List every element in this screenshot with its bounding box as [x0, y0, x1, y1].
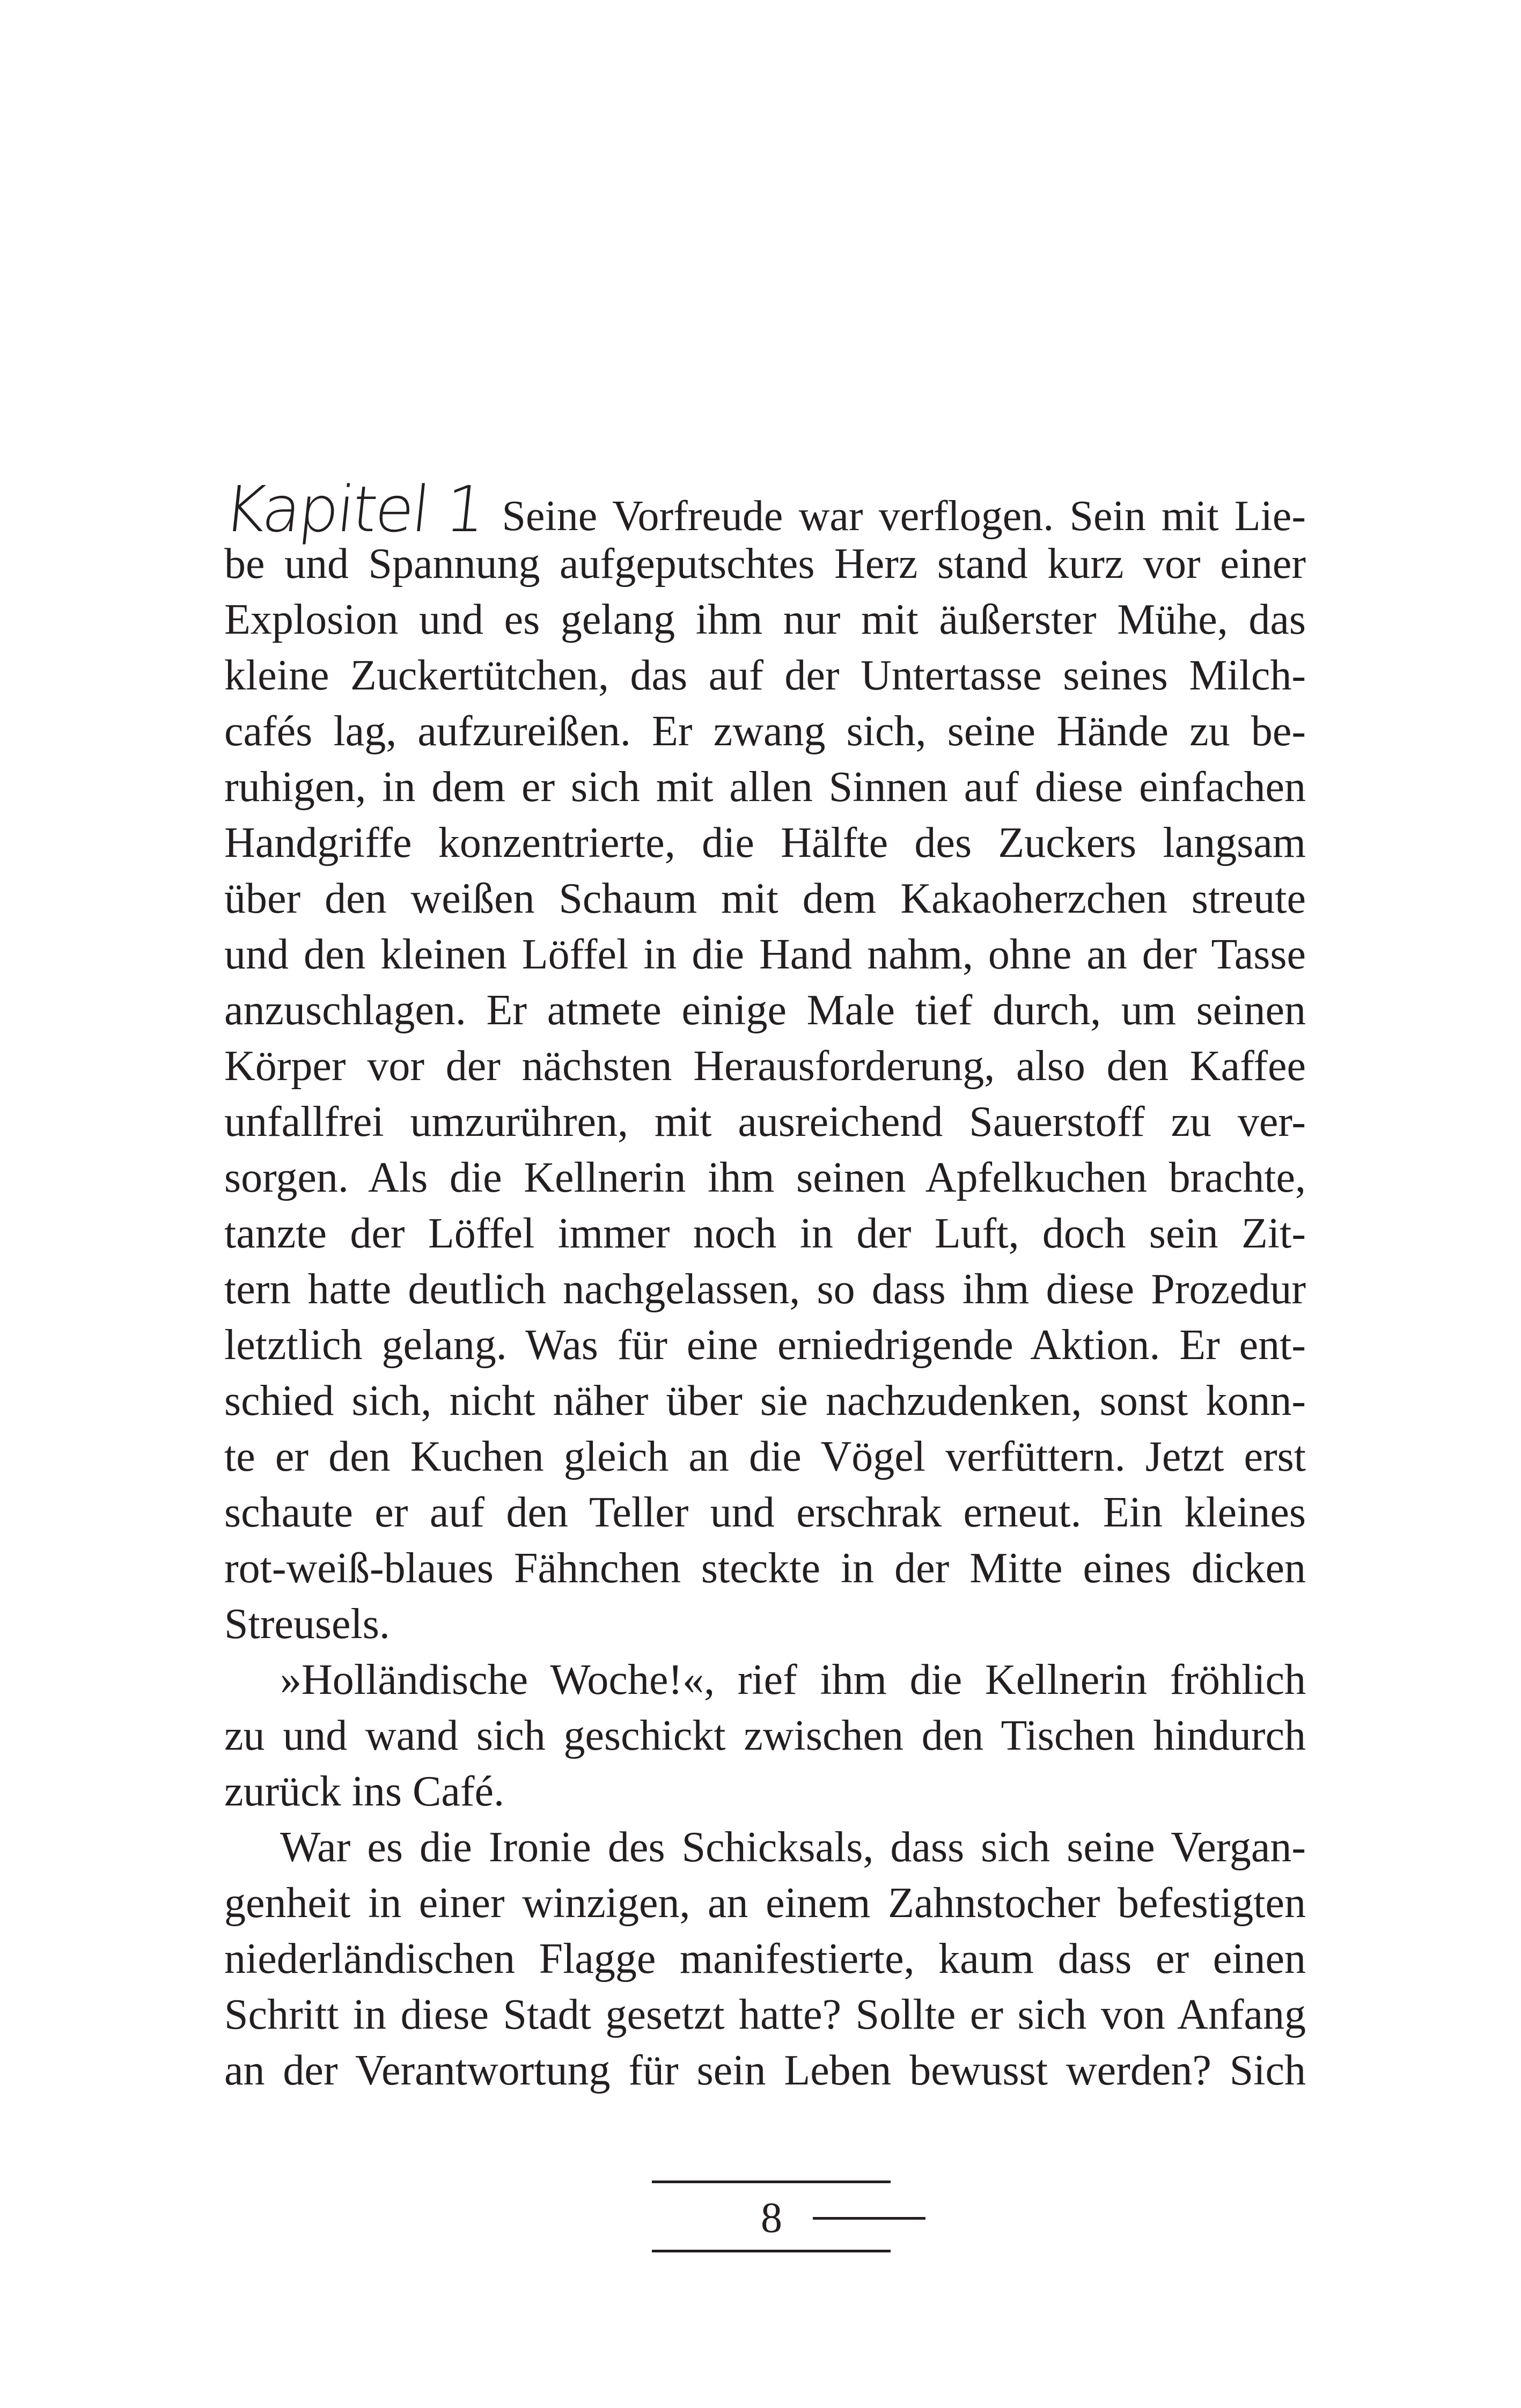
text-line: Schritt in diese Stadt gesetzt hatte? Sollte er sich von Anfang	[224, 1991, 1306, 2038]
text-line: »Holländische Woche!«, rief ihm die Kellnerin fröhlich	[280, 1656, 1306, 1704]
text-line: anzuschlagen. Er atmete einige Male tief durch, um seinen	[224, 987, 1306, 1034]
text-line: tern hatte deutlich nachgelassen, so dass ihm diese Prozedur	[224, 1266, 1306, 1313]
text-line: und den kleinen Löffel in die Hand nahm, ohne an der Tasse	[224, 931, 1306, 978]
text-line: tanzte der Löffel immer noch in der Luft, doch sein Zit-	[224, 1210, 1306, 1257]
text-line: unfallfrei umzurühren, mit ausreichend Sauerstoff zu ver-	[224, 1098, 1306, 1146]
text-line: kleine Zuckertütchen, das auf der Untertasse seines Milch-	[224, 652, 1306, 699]
text-line: sorgen. Als die Kellnerin ihm seinen Apfelkuchen brachte,	[224, 1154, 1306, 1201]
text-line: über den weißen Schaum mit dem Kakaoherzchen streute	[224, 875, 1306, 922]
footer-side-rule	[813, 2217, 925, 2220]
text-line: schaute er auf den Teller und erschrak erneut. Ein kleines	[224, 1489, 1306, 1536]
footer-top-rule	[652, 2181, 891, 2183]
text-line: an der Verantwortung für sein Leben bewusst werden? Sich	[224, 2047, 1306, 2094]
text-line: rot-weiß-blaues Fähnchen steckte in der Mitte eines dicken	[224, 1545, 1306, 1592]
text-line: schied sich, nicht näher über sie nachzudenken, sonst konn-	[224, 1377, 1306, 1425]
text-line: Handgriffe konzentrierte, die Hälfte des Zuckers langsam	[224, 819, 1306, 867]
chapter-text	[220, 472, 1306, 2098]
text-line: War es die Ironie des Schicksals, dass sich seine Vergan-	[280, 1824, 1306, 1871]
text-line: Streusels.	[224, 1601, 390, 1648]
text-line: letztlich gelang. Was für eine erniedrigende Aktion. Er ent-	[224, 1322, 1306, 1369]
text-line: Explosion und es gelang ihm nur mit äußerster Mühe, das	[224, 596, 1306, 643]
page-number: 8	[761, 2194, 782, 2242]
text-line: cafés lag, aufzureißen. Er zwang sich, seine Hände zu be-	[224, 708, 1306, 755]
page-footer	[652, 2181, 925, 2250]
text-line: Körper vor der nächsten Herausforderung, also den Kaffee	[224, 1043, 1306, 1090]
text-line: zurück ins Café.	[224, 1768, 505, 1815]
text-line: ruhigen, in dem er sich mit allen Sinnen auf diese einfachen	[224, 763, 1306, 811]
text-line: be und Spannung aufgeputschtes Herz stand kurz vor einer	[224, 540, 1306, 588]
text-line: niederländischen Flagge manifestierte, kaum dass er einen	[224, 1935, 1306, 1983]
text-line: te er den Kuchen gleich an die Vögel verfüttern. Jetzt erst	[224, 1433, 1306, 1480]
chapter-heading: Kapitel 1	[220, 472, 488, 546]
text-line: zu und wand sich geschickt zwischen den Tischen hindurch	[224, 1712, 1306, 1759]
footer-bottom-rule	[652, 2250, 891, 2252]
text-line	[220, 472, 1306, 546]
text-line: genheit in einer winzigen, an einem Zahnstocher befestigten	[224, 1880, 1306, 1927]
text-line-content: Seine Vorfreude war verflogen. Sein mit Lie-	[502, 493, 1306, 540]
